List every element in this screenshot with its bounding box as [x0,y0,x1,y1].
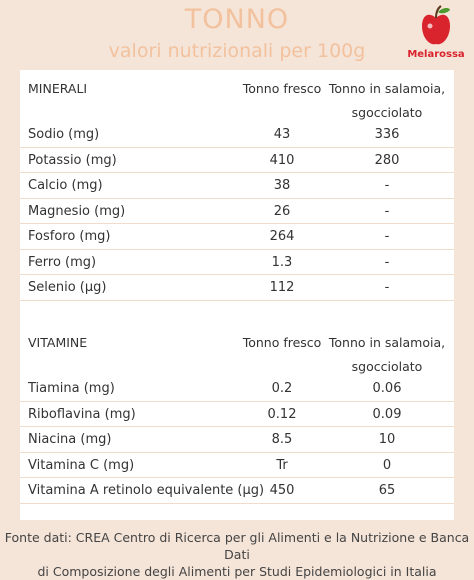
col-salamoia-header-line2: sgocciolato [351,359,423,374]
value-fresco: 0.2 [271,381,293,396]
apple-logo-icon [400,4,472,50]
value-fresco: 8.5 [271,432,293,447]
minerali-header-row [20,78,454,122]
page-subtitle: valori nutrizionali per 100g [108,40,366,62]
value-fresco: 0.12 [267,406,297,422]
source-note-line2: di Composizione degli Alimenti per Studi Epidemiologici in Italia [37,564,437,579]
value-salamoia: - [384,280,390,295]
table-row [20,275,454,301]
value-fresco: 26 [273,203,291,219]
value-salamoia: - [384,178,390,193]
table-row [20,224,454,250]
source-note-line1: Fonte dati: CREA Centro di Ricerca per gli Alimenti e la Nutrizione e Banca Dati [4,530,470,562]
value-salamoia: 336 [374,127,400,142]
value-salamoia: - [384,229,390,244]
value-salamoia: 0.06 [372,381,402,396]
table-row [20,427,454,453]
nutrient-name: Riboflavina (mg) [28,406,136,422]
table-row [20,250,454,276]
brand-name: Melarossa [407,49,465,60]
brand-logo [400,4,472,62]
value-fresco: 38 [273,178,291,193]
col-salamoia-header-line1: Tonno in salamoia, [328,81,446,96]
source-note [0,529,474,580]
value-salamoia: 65 [378,483,396,498]
nutrition-table-panel [20,70,454,520]
value-salamoia: 280 [374,152,400,168]
nutrient-name: Magnesio (mg) [28,203,126,219]
value-salamoia: 10 [378,432,396,447]
table-row [20,478,454,504]
table-row [20,148,454,174]
value-fresco: 264 [269,229,295,244]
value-fresco: 1.3 [271,254,293,270]
table-row [20,453,454,479]
value-salamoia: - [384,254,390,270]
value-fresco: 410 [269,152,295,168]
value-fresco: 43 [273,127,291,142]
vitamine-header-row [20,332,454,376]
col-fresco-header: Tonno fresco [242,335,322,350]
col-fresco-header: Tonno fresco [242,81,322,96]
nutrient-name: Calcio (mg) [28,178,103,193]
page-title: TONNO [184,4,290,35]
value-salamoia: - [384,203,390,219]
nutrient-name: Potassio (mg) [28,152,117,168]
table-row [20,122,454,148]
vitamine-section-label: VITAMINE [28,335,88,350]
nutrient-name: Fosforo (mg) [28,229,111,244]
value-salamoia: 0 [382,457,392,473]
table-row [20,402,454,428]
nutrient-name: Vitamina C (mg) [28,457,135,473]
col-salamoia-header-line2: sgocciolato [351,105,423,120]
value-fresco: 450 [269,483,295,498]
value-fresco: Tr [276,457,288,473]
col-salamoia-header-line1: Tonno in salamoia, [328,335,446,350]
value-fresco: 112 [269,280,295,295]
nutrient-name: Vitamina A retinolo equivalente (µg) [28,483,265,498]
table-row [20,376,454,402]
nutrient-name: Sodio (mg) [28,127,100,142]
minerali-section-label: MINERALI [28,81,88,96]
nutrient-name: Tiamina (mg) [28,381,115,396]
value-salamoia: 0.09 [372,406,402,422]
table-row [20,199,454,225]
nutrient-name: Niacina (mg) [28,432,112,447]
nutrient-name: Ferro (mg) [28,254,97,270]
table-row [20,173,454,199]
nutrient-name: Selenio (µg) [28,280,107,295]
